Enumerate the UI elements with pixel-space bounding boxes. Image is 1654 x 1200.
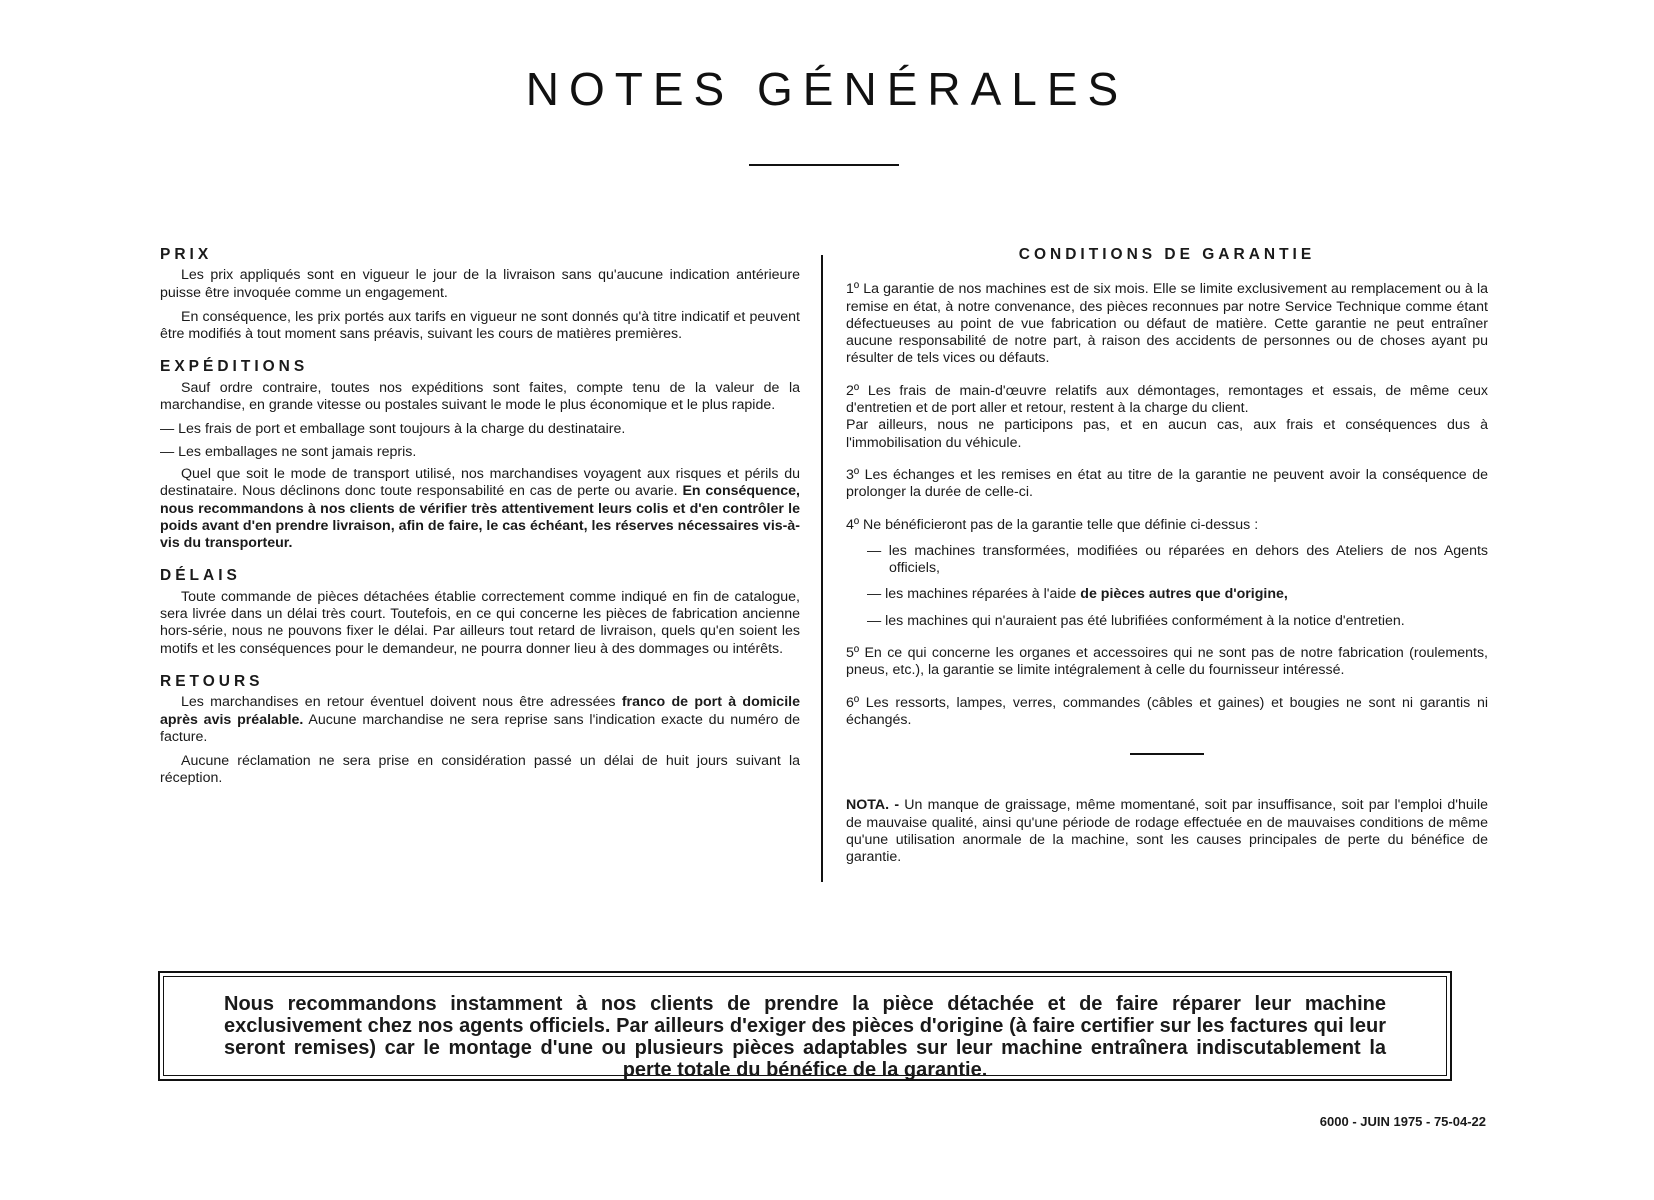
expeditions-dash-1: — Les frais de port et emballage sont toujours à la charge du destinataire. [160, 421, 626, 438]
condition-6: 6º Les ressorts, lampes, verres, commandes (câbles et gaines) et bougies ne sont ni garantis ni échangés. [846, 694, 1488, 728]
condition-3: 3º Les échanges et les remises en état au titre de la garantie ne peuvent avoir la conséquence de prolonger la durée de celle-ci. [846, 466, 1488, 501]
nota-text: Un manque de graissage, même momentané, soit par insuffisance, soit par l'emploi d'huile de mauvaise qualité, ainsi qu'une période de rodage effectuée en de mauvaises conditions de même qu'une utilisation anormale de la machine, sont les causes principales de perte du bénéfice de garantie. [846, 797, 1488, 866]
print-reference: 6000 - JUIN 1975 - 75-04-22 [1319, 1114, 1486, 1129]
title-underline [749, 164, 899, 166]
page-title: NOTES GÉNÉRALES [525, 63, 1129, 115]
heading-delais: DÉLAIS [160, 567, 241, 585]
expeditions-paragraph-2 [160, 466, 800, 552]
condition-4-item-2-bold: de pièces autres que d'origine, [1080, 586, 1288, 603]
heading-conditions-garantie: CONDITIONS DE GARANTIE [1018, 246, 1316, 263]
expeditions-dash-2: — Les emballages ne sont jamais repris. [160, 443, 417, 460]
section-delais [160, 567, 800, 657]
condition-4: 4º Ne bénéficieront pas de la garantie telle que définie ci-dessus : [846, 516, 1259, 533]
recommendation-text: Nous recommandons instamment à nos clients de prendre la pièce détachée et de faire réparer leur machine exclusivement chez nos agents officiels. Par ailleurs d'exiger des pièces d'origine (à faire certifier sur les factures qui leur seront remises) car le montage d'une ou plusieurs pièces adaptables sur leur machine entraînera indiscutablement la perte totale du bénéfice de la garantie. [163, 976, 1447, 1076]
condition-4-item-2-text: — les machines réparées à l'aide [867, 586, 1077, 603]
expeditions-risk-text: Quel que soit le mode de transport utilisé, nos marchandises voyagent aux risques et périls du destinataire. Nous déclinons donc toute responsabilité en cas de perte ou avarie. [160, 465, 800, 500]
left-column [160, 246, 800, 803]
heading-prix: PRIX [160, 246, 213, 263]
condition-4-item-2 [867, 586, 1488, 603]
column-divider [821, 255, 823, 882]
heading-retours: RETOURS [160, 672, 264, 690]
condition-4-item-1: — les machines transformées, modifiées ou réparées en dehors des Ateliers de nos Agents officiels, [867, 542, 1488, 577]
condition-2 [846, 383, 1488, 452]
retours-text-bold: franco de port à domicile après avis préalable. [160, 694, 800, 728]
section-expeditions [160, 358, 800, 552]
section-prix [160, 246, 800, 343]
nota-label: NOTA. - [846, 797, 900, 814]
recommendation-box [158, 971, 1452, 1081]
delais-paragraph: Toute commande de pièces détachées établie correctement comme indiqué en fin de catalogue, sera livrée dans un délai très court. Toutefois, en ce qui concerne les pièces de fabrication ancienne hors-série, nous ne pouvons fixer le délai. Par ailleurs tout retard de livraison, quels qu'en soient les motifs et les conséquences pour le demandeur, ne pourra donner lieu à des dommages ou intérêts. [160, 588, 800, 657]
retours-paragraph-2: Aucune réclamation ne sera prise en considération passé un délai de huit jours suivant la réception. [160, 753, 800, 787]
retours-text-a: Les marchandises en retour éventuel doivent nous être adressées [181, 694, 616, 711]
condition-4-item-3: — les machines qui n'auraient pas été lubrifiées conformément à la notice d'entretien. [867, 612, 1405, 629]
prix-paragraph-1: Les prix appliqués sont en vigueur le jour de la livraison sans qu'aucune indication antérieure puisse être invoquée comme un engagement. [160, 267, 800, 301]
nota [846, 797, 1488, 866]
condition-5: 5º En ce qui concerne les organes et accessoires qui ne sont pas de notre fabrication (roulements, pneus, etc.), la garantie se limite intégralement à celle du fournisseur intéressé. [846, 645, 1488, 679]
retours-paragraph-1 [160, 694, 800, 746]
expeditions-paragraph-1: Sauf ordre contraire, toutes nos expéditions sont faites, compte tenu de la valeur de la marchandise, en grande vitesse ou postales suivant le mode le plus économique et le plus rapide. [160, 379, 800, 414]
section-rule [1130, 753, 1204, 755]
condition-2-part-b: Par ailleurs, nous ne participons pas, et en aucun cas, aux frais et conséquences dus à l'immobilisation du véhicule. [846, 417, 1488, 451]
condition-1: 1º La garantie de nos machines est de six mois. Elle se limite exclusivement au remplacement ou à la remise en état, à notre convenance, des pièces reconnues par notre Service Technique comme étant défectueuses au point de vue fabrication ou défaut de matière. Cette garantie ne peut entraîner aucune responsabilité de notre part, à raison des accidents de personnes ou de choses ayant pu résulter de tels vices ou défauts. [846, 281, 1488, 367]
retours-text-c: Aucune marchandise ne sera reprise sans l'indication exacte du numéro de facture. [160, 711, 800, 745]
condition-2-part-a: 2º Les frais de main-d'œuvre relatifs aux démontages, remontages et essais, de même ceux d'entretien et de port aller et retour, restent à la charge du client. [846, 382, 1488, 417]
prix-paragraph-2: En conséquence, les prix portés aux tarifs en vigueur ne sont donnés qu'à titre indicatif et peuvent être modifiés à tout moment sans préavis, suivant les cours de matières premières. [160, 308, 800, 343]
heading-expeditions: EXPÉDITIONS [160, 358, 309, 376]
right-column [846, 246, 1488, 881]
section-retours [160, 673, 800, 788]
expeditions-recommendation: En conséquence, nous recommandons à nos clients de vérifier très attentivement leurs colis et d'en contrôler le poids avant d'en prendre livraison, afin de faire, le cas échéant, les réserves nécessaires vis-à-vis du transporteur. [160, 483, 801, 552]
